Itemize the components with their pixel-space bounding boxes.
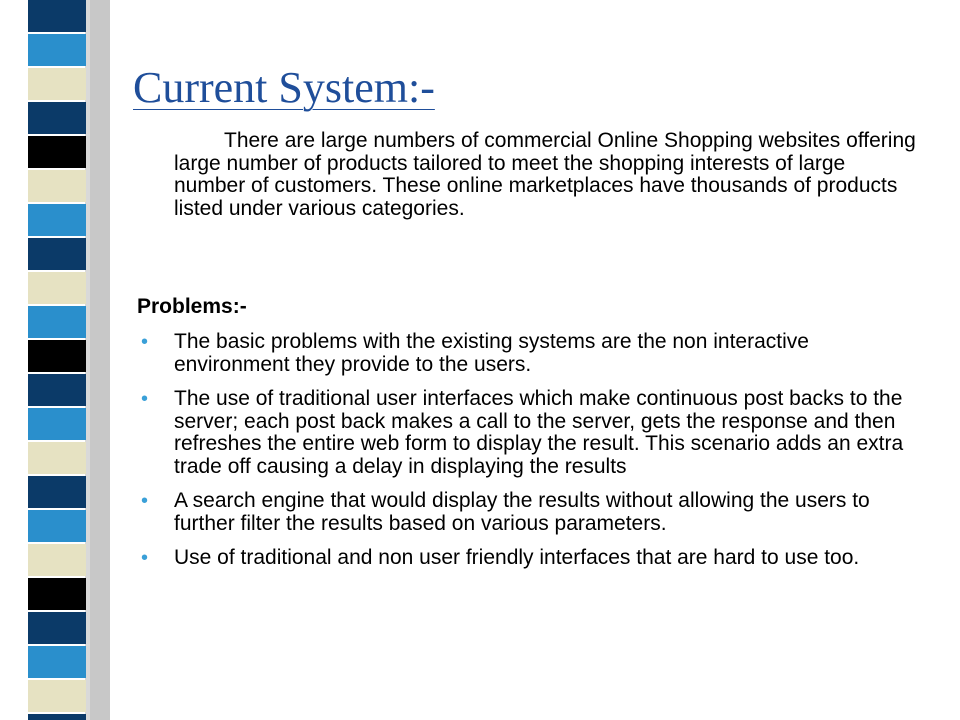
bullet-icon: •: [141, 490, 149, 512]
stripe-block: [28, 136, 86, 168]
stripe-block: [28, 102, 86, 134]
stripe-block: [28, 612, 86, 644]
list-item: [137, 547, 927, 570]
bullet-text: The basic problems with the existing systems are the non interactive environment they provide to the users.: [174, 330, 809, 376]
stripe-block: [28, 238, 86, 270]
stripe-block: [28, 680, 86, 712]
decorative-stripe-bar: [0, 0, 110, 720]
stripe-blocks: [28, 0, 86, 720]
intro-paragraph: There are large numbers of commercial Online Shopping websites offering large number of products tailored to meet the shopping interests of large number of customers. These online marketplaces have thousands of products listed under various categories.: [174, 129, 916, 220]
stripe-block: [28, 34, 86, 66]
stripe-block: [28, 442, 86, 474]
bullet-text: The use of traditional user interfaces which make continuous post backs to the server; each post back makes a call to the server, gets the response and then refreshes the entire web form to display the result. This scenario adds an extra trade off causing a delay in displaying the results: [174, 387, 904, 478]
list-item: [137, 490, 927, 535]
stripe-block: [28, 544, 86, 576]
stripe-block: [28, 204, 86, 236]
stripe-block: [28, 340, 86, 372]
stripe-block: [28, 646, 86, 678]
stripe-block: [28, 170, 86, 202]
bullet-text: Use of traditional and non user friendly interfaces that are hard to use too.: [174, 546, 860, 569]
bullet-text: A search engine that would display the results without allowing the users to further filter the results based on various parameters.: [174, 489, 870, 535]
stripe-block: [28, 714, 86, 720]
stripe-block: [28, 68, 86, 100]
bullet-icon: •: [141, 331, 149, 353]
stripe-block: [28, 374, 86, 406]
problems-heading: Problems:-: [137, 295, 247, 318]
stripe-block: [28, 510, 86, 542]
bullet-icon: •: [141, 547, 149, 569]
list-item: [137, 331, 927, 376]
stripe-block: [28, 578, 86, 610]
stripe-block: [28, 272, 86, 304]
stripe-block: [28, 0, 86, 32]
stripe-block: [28, 306, 86, 338]
bullet-icon: •: [141, 388, 149, 410]
slide-title: Current System:-: [133, 63, 435, 112]
list-item: [137, 388, 927, 478]
stripe-block: [28, 476, 86, 508]
stripe-block: [28, 408, 86, 440]
problems-list: [137, 331, 927, 582]
